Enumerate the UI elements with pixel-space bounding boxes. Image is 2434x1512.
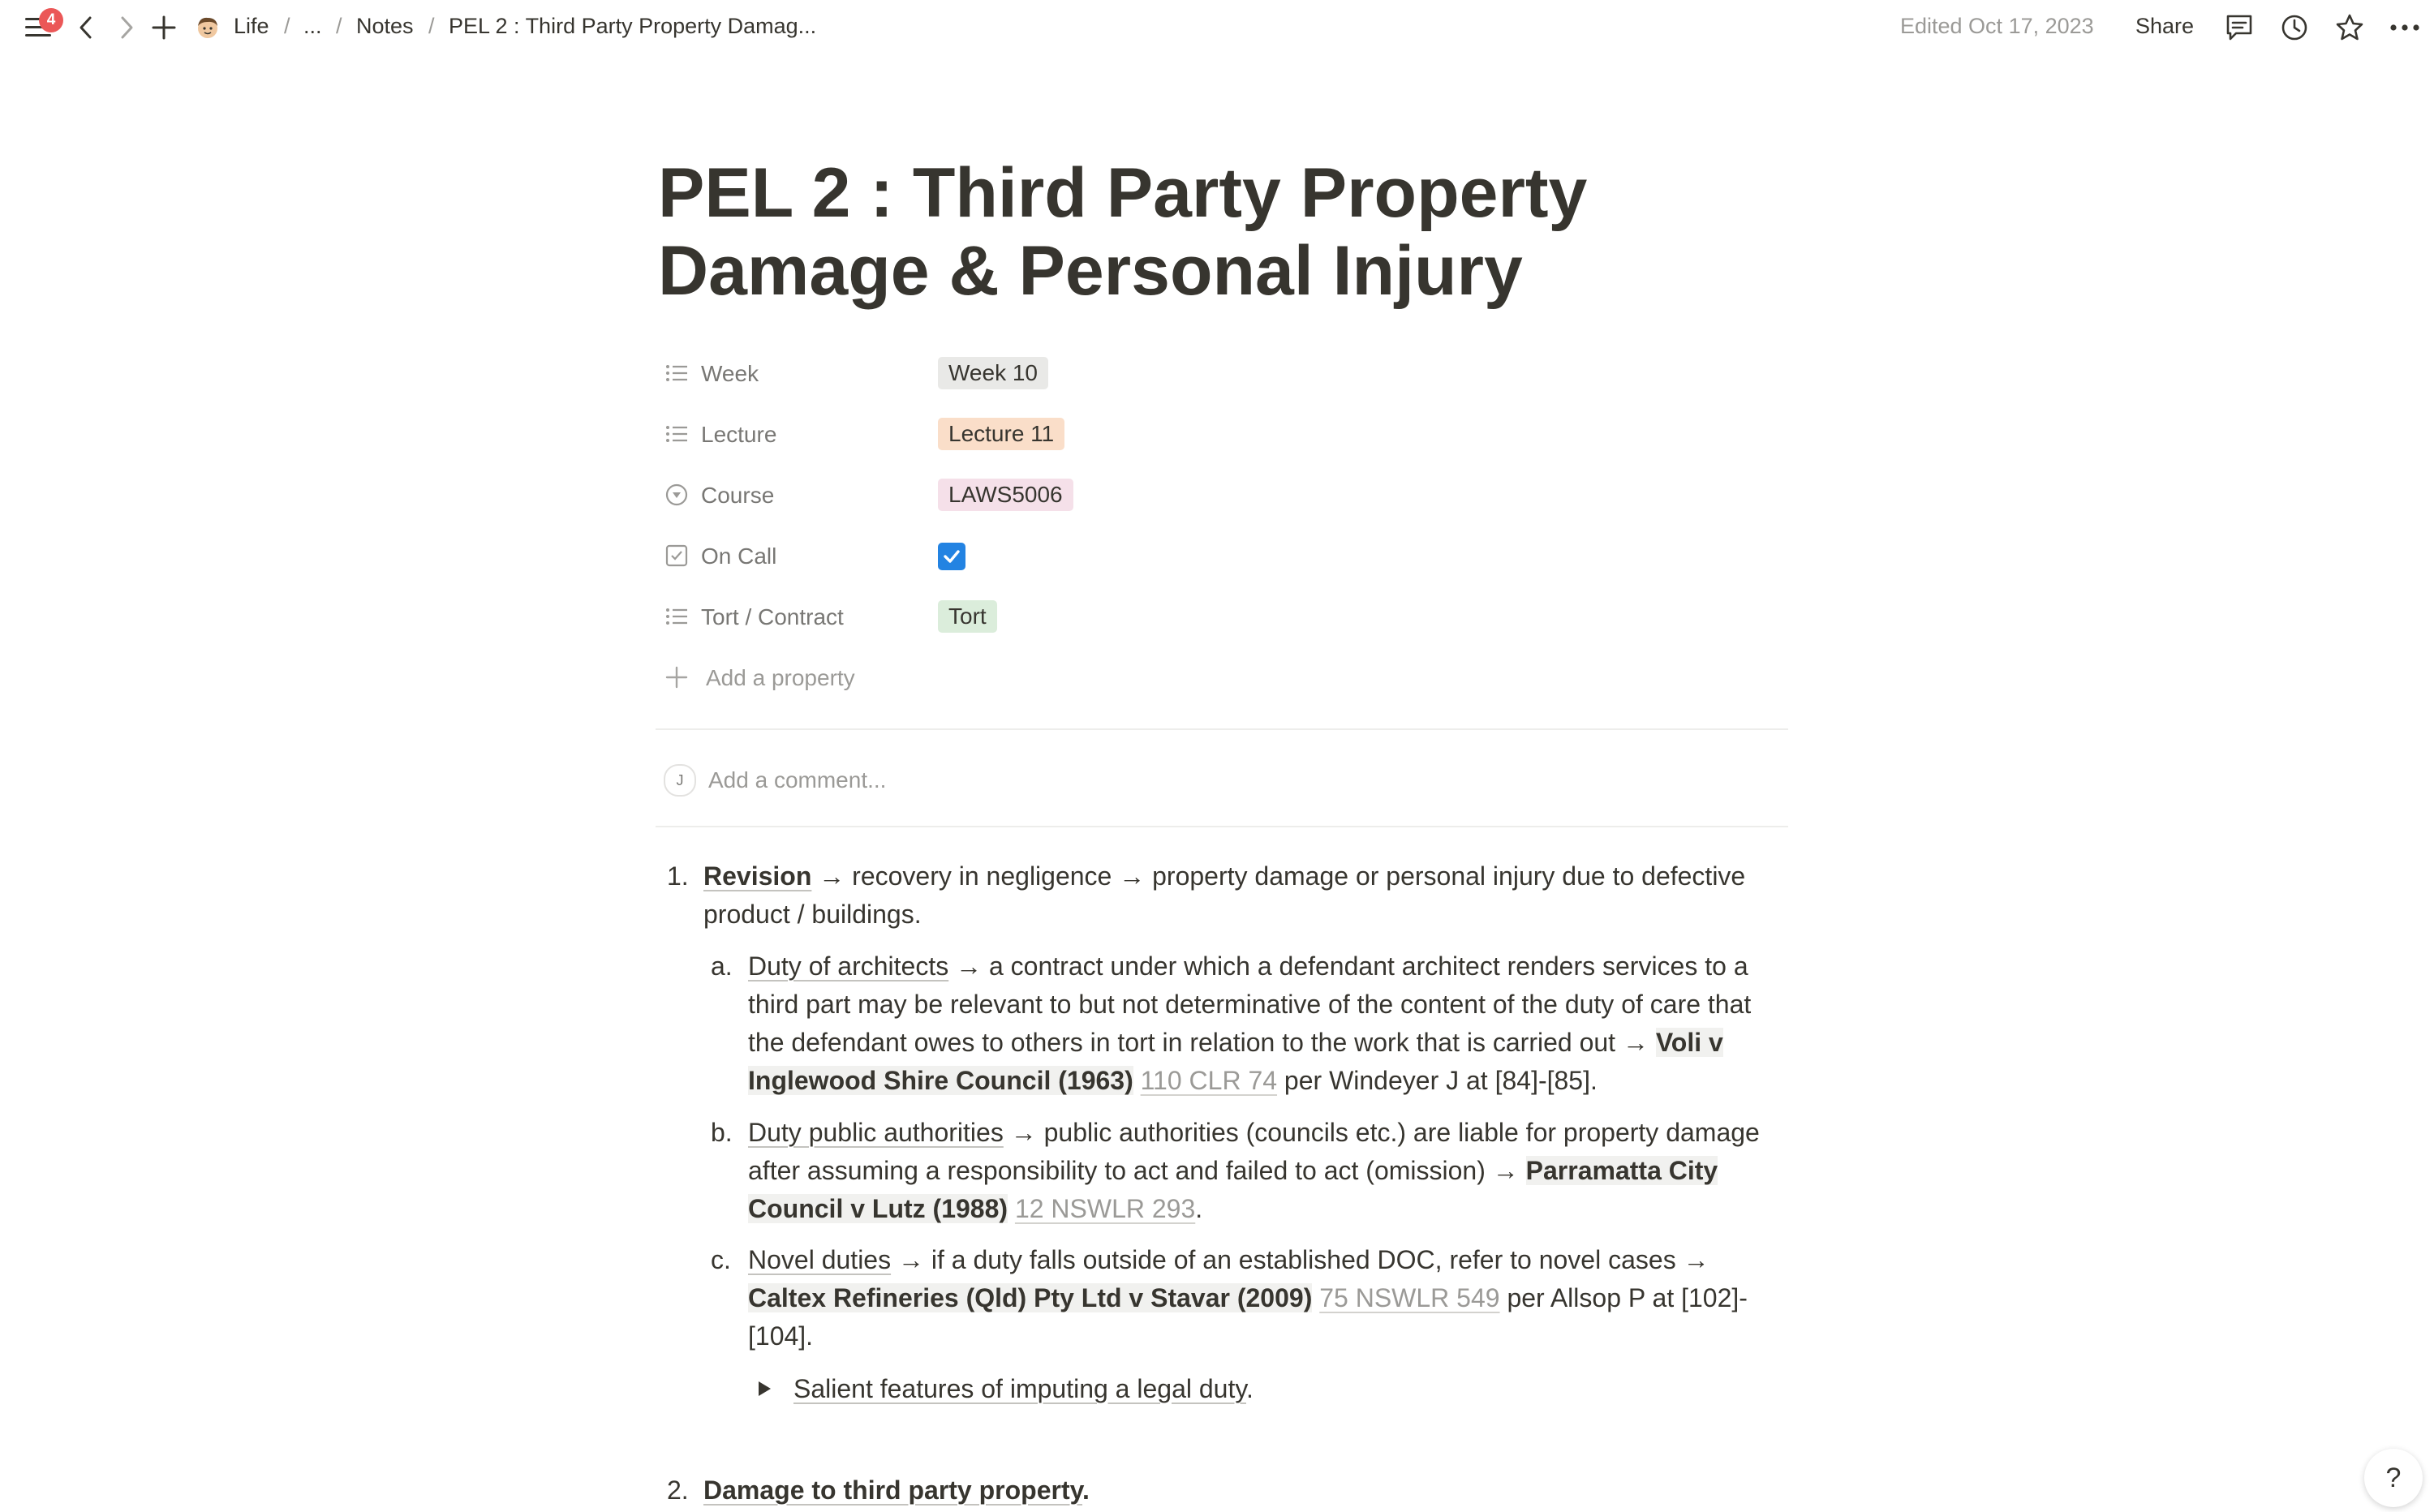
item-heading: Duty of architects bbox=[748, 951, 949, 981]
citation-link[interactable]: 75 NSWLR 549 bbox=[1319, 1283, 1500, 1312]
list-marker: b. bbox=[711, 1118, 733, 1147]
page-emoji-icon bbox=[191, 11, 224, 44]
item-text: . bbox=[1082, 1475, 1090, 1505]
breadcrumb-current[interactable]: PEL 2 : Third Party Property Damag... bbox=[449, 14, 817, 38]
item-heading: Duty public authorities bbox=[748, 1118, 1004, 1147]
item-text: [104]. bbox=[748, 1321, 814, 1351]
help-button[interactable]: ? bbox=[2364, 1449, 2423, 1507]
property-on-call[interactable] bbox=[664, 533, 1800, 578]
item-heading: Damage to third party property bbox=[703, 1475, 1083, 1505]
list-item[interactable] bbox=[748, 1241, 1803, 1355]
item-text: the defendant owes to others in tort in relation to the work that is carried out → bbox=[748, 1028, 1656, 1057]
comments-icon[interactable] bbox=[2223, 11, 2256, 44]
checkmark-icon bbox=[942, 547, 961, 566]
list-icon bbox=[664, 360, 690, 386]
top-bar bbox=[0, 0, 2434, 57]
course-tag[interactable]: LAWS5006 bbox=[938, 479, 1073, 511]
item-text: → a contract under which a defendant architect renders services to a bbox=[948, 951, 1748, 981]
property-course[interactable] bbox=[664, 472, 1800, 518]
case-name: Inglewood Shire Council (1963) bbox=[748, 1066, 1133, 1095]
item-text: per Allsop P at [102]- bbox=[1499, 1283, 1748, 1312]
toggle-triangle-icon[interactable] bbox=[755, 1379, 774, 1398]
forward-icon[interactable] bbox=[110, 11, 143, 44]
property-label: Tort / Contract bbox=[701, 604, 844, 629]
item-text: . bbox=[1245, 1374, 1254, 1403]
lecture-tag[interactable]: Lecture 11 bbox=[938, 418, 1064, 450]
property-lecture[interactable] bbox=[664, 411, 1800, 457]
list-item[interactable] bbox=[703, 1471, 1758, 1510]
item-text: → recovery in negligence → property damage or personal injury due to defective bbox=[811, 861, 1746, 891]
list-marker: a. bbox=[711, 951, 733, 981]
breadcrumb-separator: / bbox=[336, 14, 342, 38]
add-property-button[interactable] bbox=[664, 655, 1800, 700]
checkbox-property-icon bbox=[664, 543, 690, 569]
breadcrumb-workspace[interactable]: Life bbox=[234, 14, 269, 38]
property-label: Lecture bbox=[701, 422, 777, 447]
notification-badge: 4 bbox=[39, 8, 63, 32]
item-text: third part may be relevant to but not determinative of the content of the duty of care that bbox=[748, 990, 1752, 1019]
share-button[interactable]: Share bbox=[2135, 14, 2195, 38]
star-icon[interactable] bbox=[2333, 11, 2366, 44]
add-property-label: Add a property bbox=[706, 665, 855, 690]
plus-icon[interactable] bbox=[148, 11, 180, 44]
case-name: Voli v bbox=[1655, 1028, 1723, 1057]
breadcrumb-separator: / bbox=[428, 14, 435, 38]
list-icon bbox=[664, 421, 690, 447]
list-icon bbox=[664, 604, 690, 629]
item-text: → if a duty falls outside of an established DOC, refer to novel cases → bbox=[891, 1245, 1709, 1274]
edited-timestamp: Edited Oct 17, 2023 bbox=[1900, 14, 2094, 38]
breadcrumb-ellipsis[interactable]: ... bbox=[303, 14, 322, 38]
divider bbox=[656, 826, 1788, 827]
item-text: after assuming a responsibility to act and failed to act (omission) → bbox=[748, 1156, 1526, 1185]
page-title[interactable]: PEL 2 : Third Party Property Damage & Personal Injury bbox=[658, 154, 1588, 310]
case-name: Council v Lutz (1988) bbox=[748, 1194, 1008, 1223]
breadcrumb-parent[interactable]: Notes bbox=[356, 14, 414, 38]
property-tort-contract[interactable] bbox=[664, 594, 1800, 639]
divider bbox=[656, 728, 1788, 730]
list-marker: 2. bbox=[667, 1475, 689, 1505]
citation-link[interactable]: 110 CLR 74 bbox=[1140, 1066, 1278, 1095]
list-item[interactable] bbox=[748, 947, 1803, 1100]
back-icon[interactable] bbox=[70, 11, 102, 44]
case-name: Parramatta City bbox=[1525, 1156, 1718, 1185]
breadcrumb-separator: / bbox=[284, 14, 290, 38]
property-label: On Call bbox=[701, 543, 777, 569]
list-marker: c. bbox=[711, 1245, 731, 1274]
plus-icon bbox=[664, 664, 690, 690]
week-tag[interactable]: Week 10 bbox=[938, 357, 1048, 389]
item-text: product / buildings. bbox=[703, 900, 922, 929]
item-heading: Revision bbox=[703, 861, 812, 891]
property-label: Course bbox=[701, 483, 775, 508]
tort-contract-tag[interactable]: Tort bbox=[938, 600, 997, 633]
more-icon[interactable] bbox=[2389, 11, 2421, 44]
list-marker: 1. bbox=[667, 861, 689, 891]
item-heading: Novel duties bbox=[748, 1245, 892, 1274]
case-name: Caltex Refineries (Qld) Pty Ltd v Stavar (2009) bbox=[748, 1283, 1313, 1312]
on-call-checkbox[interactable] bbox=[938, 543, 965, 570]
item-text: per Windeyer J at [84]-[85]. bbox=[1277, 1066, 1598, 1095]
toggle-block[interactable] bbox=[793, 1370, 1767, 1408]
property-week[interactable] bbox=[664, 350, 1800, 396]
list-item[interactable] bbox=[703, 857, 1791, 934]
select-icon bbox=[664, 482, 690, 508]
property-label: Week bbox=[701, 361, 759, 386]
avatar: J bbox=[664, 764, 696, 797]
toggle-label: Salient features of imputing a legal duty bbox=[793, 1374, 1246, 1403]
item-text: → public authorities (councils etc.) are liable for property damage bbox=[1003, 1118, 1760, 1147]
item-text: . bbox=[1195, 1194, 1203, 1223]
comment-input[interactable]: Add a comment... bbox=[708, 767, 887, 793]
history-icon[interactable] bbox=[2278, 11, 2311, 44]
list-item[interactable] bbox=[748, 1114, 1803, 1228]
citation-link[interactable]: 12 NSWLR 293 bbox=[1014, 1194, 1196, 1223]
